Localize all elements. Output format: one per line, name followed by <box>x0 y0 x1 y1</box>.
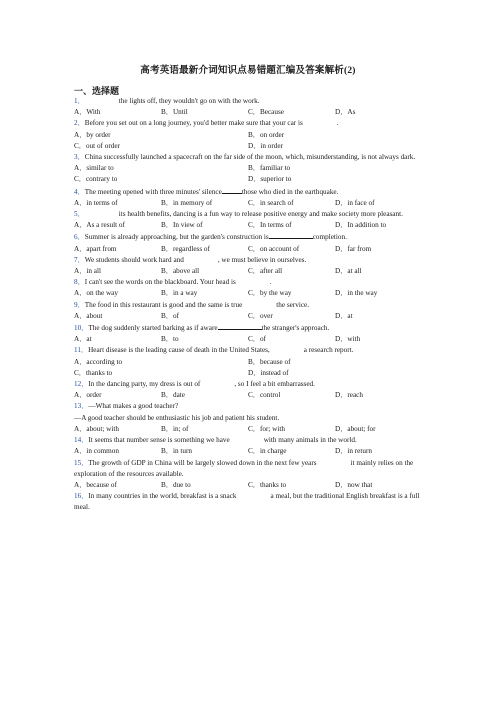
question-number: 10． <box>74 324 89 333</box>
question-text: The dog suddenly started barking as if aware <box>88 324 218 333</box>
question-number: 1． <box>74 97 85 105</box>
answer-option: A．about; with <box>74 424 119 433</box>
question-item <box>74 435 422 457</box>
question-text: with many animals in the world. <box>263 436 357 445</box>
answer-option: B．In view of <box>161 221 203 230</box>
answer-blank <box>218 322 262 330</box>
options-row <box>74 424 422 435</box>
options-row <box>74 311 422 322</box>
question-item <box>74 491 422 513</box>
question-stem <box>74 435 422 446</box>
question-stem <box>74 345 422 356</box>
question-stem <box>74 186 422 198</box>
answer-option: D．As <box>335 108 356 117</box>
question-text: completion. <box>312 233 347 242</box>
answer-option: A．because of <box>74 480 117 489</box>
answer-blank <box>269 231 313 239</box>
question-number: 12． <box>74 380 89 389</box>
answer-option: A．As a result of <box>74 221 125 230</box>
question-number: 11． <box>74 346 89 355</box>
answer-option: B．of <box>161 311 179 320</box>
answer-option: B．regardless of <box>161 244 210 253</box>
options-row <box>74 220 422 231</box>
question-stem <box>74 491 422 513</box>
answer-option: B．in memory of <box>161 198 213 207</box>
options-row <box>74 357 422 368</box>
options-row <box>74 141 422 152</box>
question-stem <box>74 379 422 390</box>
answer-option: C．in search of <box>248 198 294 207</box>
question-text: the service. <box>276 300 310 309</box>
answer-option: A．With <box>74 108 101 117</box>
question-text: those who died in the earthquake. <box>241 187 339 196</box>
options-row <box>74 266 422 277</box>
question-text: the lights off, they wouldn't go on with the work. <box>118 97 260 105</box>
options-row <box>74 163 422 174</box>
answer-option: D．in the way <box>335 289 378 298</box>
question-number: 2． <box>74 119 85 128</box>
answer-option: C．by the way <box>248 289 292 298</box>
answer-option: D．superior to <box>248 175 292 184</box>
question-item <box>74 96 422 118</box>
answer-option: C．thanks to <box>74 368 113 377</box>
question-list <box>74 96 422 514</box>
question-number: 8． <box>74 278 85 287</box>
question-number: 5． <box>74 210 85 219</box>
question-item <box>74 401 422 435</box>
question-item <box>74 458 422 492</box>
question-number: 14． <box>74 436 89 445</box>
question-stem <box>74 458 422 480</box>
question-stem <box>74 300 422 311</box>
answer-option: B．in turn <box>161 447 192 456</box>
question-text: —A good teacher should be enthusiastic his job and patient his student. <box>74 413 280 422</box>
options-row <box>74 390 422 401</box>
answer-option: D．in return <box>335 447 372 456</box>
answer-option: A．by order <box>74 130 111 139</box>
question-stem <box>74 96 422 107</box>
answer-option: D．far from <box>335 244 372 253</box>
answer-option: D．at all <box>335 267 362 276</box>
question-number: 4． <box>74 187 85 196</box>
answer-option: A．order <box>74 391 102 400</box>
answer-option: B．familiar to <box>248 164 291 173</box>
question-text: the stranger's approach. <box>261 324 330 333</box>
question-text: Heart disease is the leading cause of death in the United States, <box>88 346 270 355</box>
answer-option: C．In terms of <box>248 221 292 230</box>
answer-option: C．control <box>248 391 281 400</box>
answer-option: C．Because <box>248 108 284 117</box>
options-row <box>74 130 422 141</box>
options-row <box>74 244 422 255</box>
question-number: 16． <box>74 492 89 501</box>
answer-option: B．in a way <box>161 289 198 298</box>
options-row <box>74 334 422 345</box>
answer-blank <box>222 186 242 194</box>
question-number: 15． <box>74 458 89 467</box>
answer-option: C．out of order <box>74 141 120 150</box>
answer-option: D．now that <box>335 480 373 489</box>
question-text: The growth of GDP in China will be largely slowed down in the next few years <box>88 458 317 467</box>
answer-option: D．instead of <box>248 368 289 377</box>
question-item <box>74 231 422 254</box>
question-stem <box>74 231 422 243</box>
question-text: It seems that number sense is something we have <box>88 436 230 445</box>
answer-option: C．after all <box>248 267 283 276</box>
question-text: The food in this restaurant is good and the same is true <box>84 300 243 309</box>
answer-option: C．in charge <box>248 447 287 456</box>
question-stem <box>74 255 422 266</box>
answer-option: B．Until <box>161 108 188 117</box>
question-text: , we must believe in ourselves. <box>217 255 307 264</box>
answer-option: D．In addition to <box>335 221 387 230</box>
options-row <box>74 107 422 118</box>
question-item <box>74 322 422 345</box>
answer-option: B．because of <box>248 357 291 366</box>
answer-option: B．in; of <box>161 424 189 433</box>
question-item <box>74 186 422 209</box>
answer-option: B．above all <box>161 267 200 276</box>
question-stem <box>74 277 422 288</box>
answer-option: A．in all <box>74 267 101 276</box>
answer-option: A．at <box>74 335 92 344</box>
question-text: I can't see the words on the blackboard. Your head is <box>84 278 236 287</box>
question-text: The meeting opened with three minutes' silence <box>84 187 222 196</box>
question-item <box>74 152 422 186</box>
question-text: Summer is already approaching, but the garden's construction is <box>84 233 269 242</box>
question-text: a research report. <box>303 346 354 355</box>
answer-option: D．about; for <box>335 424 376 433</box>
question-text: —What makes a good teacher? <box>88 402 179 411</box>
question-stem <box>74 152 422 163</box>
question-text: its health benefits, dancing is a fun way to release positive energy and make society more pleasant. <box>118 210 403 219</box>
question-text: , so I feel a bit embarrassed. <box>234 380 315 389</box>
answer-option: A．in common <box>74 447 119 456</box>
answer-option: D．in order <box>248 141 283 150</box>
answer-option: A．on the way <box>74 289 118 298</box>
question-item <box>74 345 422 379</box>
answer-option: C．contrary to <box>74 175 118 184</box>
answer-option: C．thanks to <box>248 480 287 489</box>
answer-option: D．reach <box>335 391 363 400</box>
answer-option: D．in face of <box>335 198 375 207</box>
answer-option: A．in terms of <box>74 198 118 207</box>
answer-option: B．due to <box>161 480 191 489</box>
question-text: China successfully launched a spacecraft on the far side of the moon, which, misunderstanding, is not always dark. <box>84 153 416 162</box>
document-title: 高考英语最新介词知识点易错题汇编及答案解析(2) <box>140 66 356 76</box>
answer-option: C．for; with <box>248 424 285 433</box>
question-text: it mainly relies on the exploration of the resources available. <box>74 458 414 478</box>
options-row <box>74 480 422 491</box>
question-number: 3． <box>74 153 85 162</box>
answer-option: D．with <box>335 335 361 344</box>
question-text: In the dancing party, my dress is out of <box>88 380 201 389</box>
question-text: Before you set out on a long journey, you'd better make sure that your car is <box>84 119 303 128</box>
answer-option: C．over <box>248 311 273 320</box>
options-row <box>74 368 422 379</box>
question-number: 7． <box>74 255 85 264</box>
question-stem <box>74 401 422 412</box>
options-row <box>74 446 422 457</box>
question-item <box>74 255 422 277</box>
answer-option: A．apart from <box>74 244 117 253</box>
answer-option: C．on account of <box>248 244 300 253</box>
question-stem <box>74 118 422 129</box>
question-item <box>74 300 422 322</box>
answer-option: B．to <box>161 335 179 344</box>
answer-option: C．of <box>248 335 266 344</box>
question-text: . <box>269 278 272 287</box>
question-text: We students should work hard and <box>84 255 184 264</box>
answer-option: D．at <box>335 311 353 320</box>
answer-option: B．date <box>161 391 185 400</box>
answer-option: A．according to <box>74 357 123 366</box>
options-row <box>74 174 422 185</box>
section-heading: 一、选择题 <box>74 86 120 96</box>
question-stem <box>74 209 422 220</box>
question-number: 13． <box>74 402 89 411</box>
options-row <box>74 198 422 209</box>
question-item <box>74 209 422 231</box>
answer-option: A．similar to <box>74 164 114 173</box>
question-text: a meal, but the traditional English breakfast is a full meal. <box>74 492 420 512</box>
answer-option: B．on order <box>248 130 285 139</box>
question-item <box>74 277 422 299</box>
question-text: In many countries in the world, breakfast is a snack <box>88 492 237 501</box>
question-text: . <box>336 119 339 128</box>
question-item <box>74 379 422 401</box>
answer-option: A．about <box>74 311 103 320</box>
question-item <box>74 118 422 152</box>
options-row <box>74 288 422 299</box>
question-number: 9． <box>74 300 85 309</box>
question-stem <box>74 322 422 334</box>
question-number: 6． <box>74 233 85 242</box>
